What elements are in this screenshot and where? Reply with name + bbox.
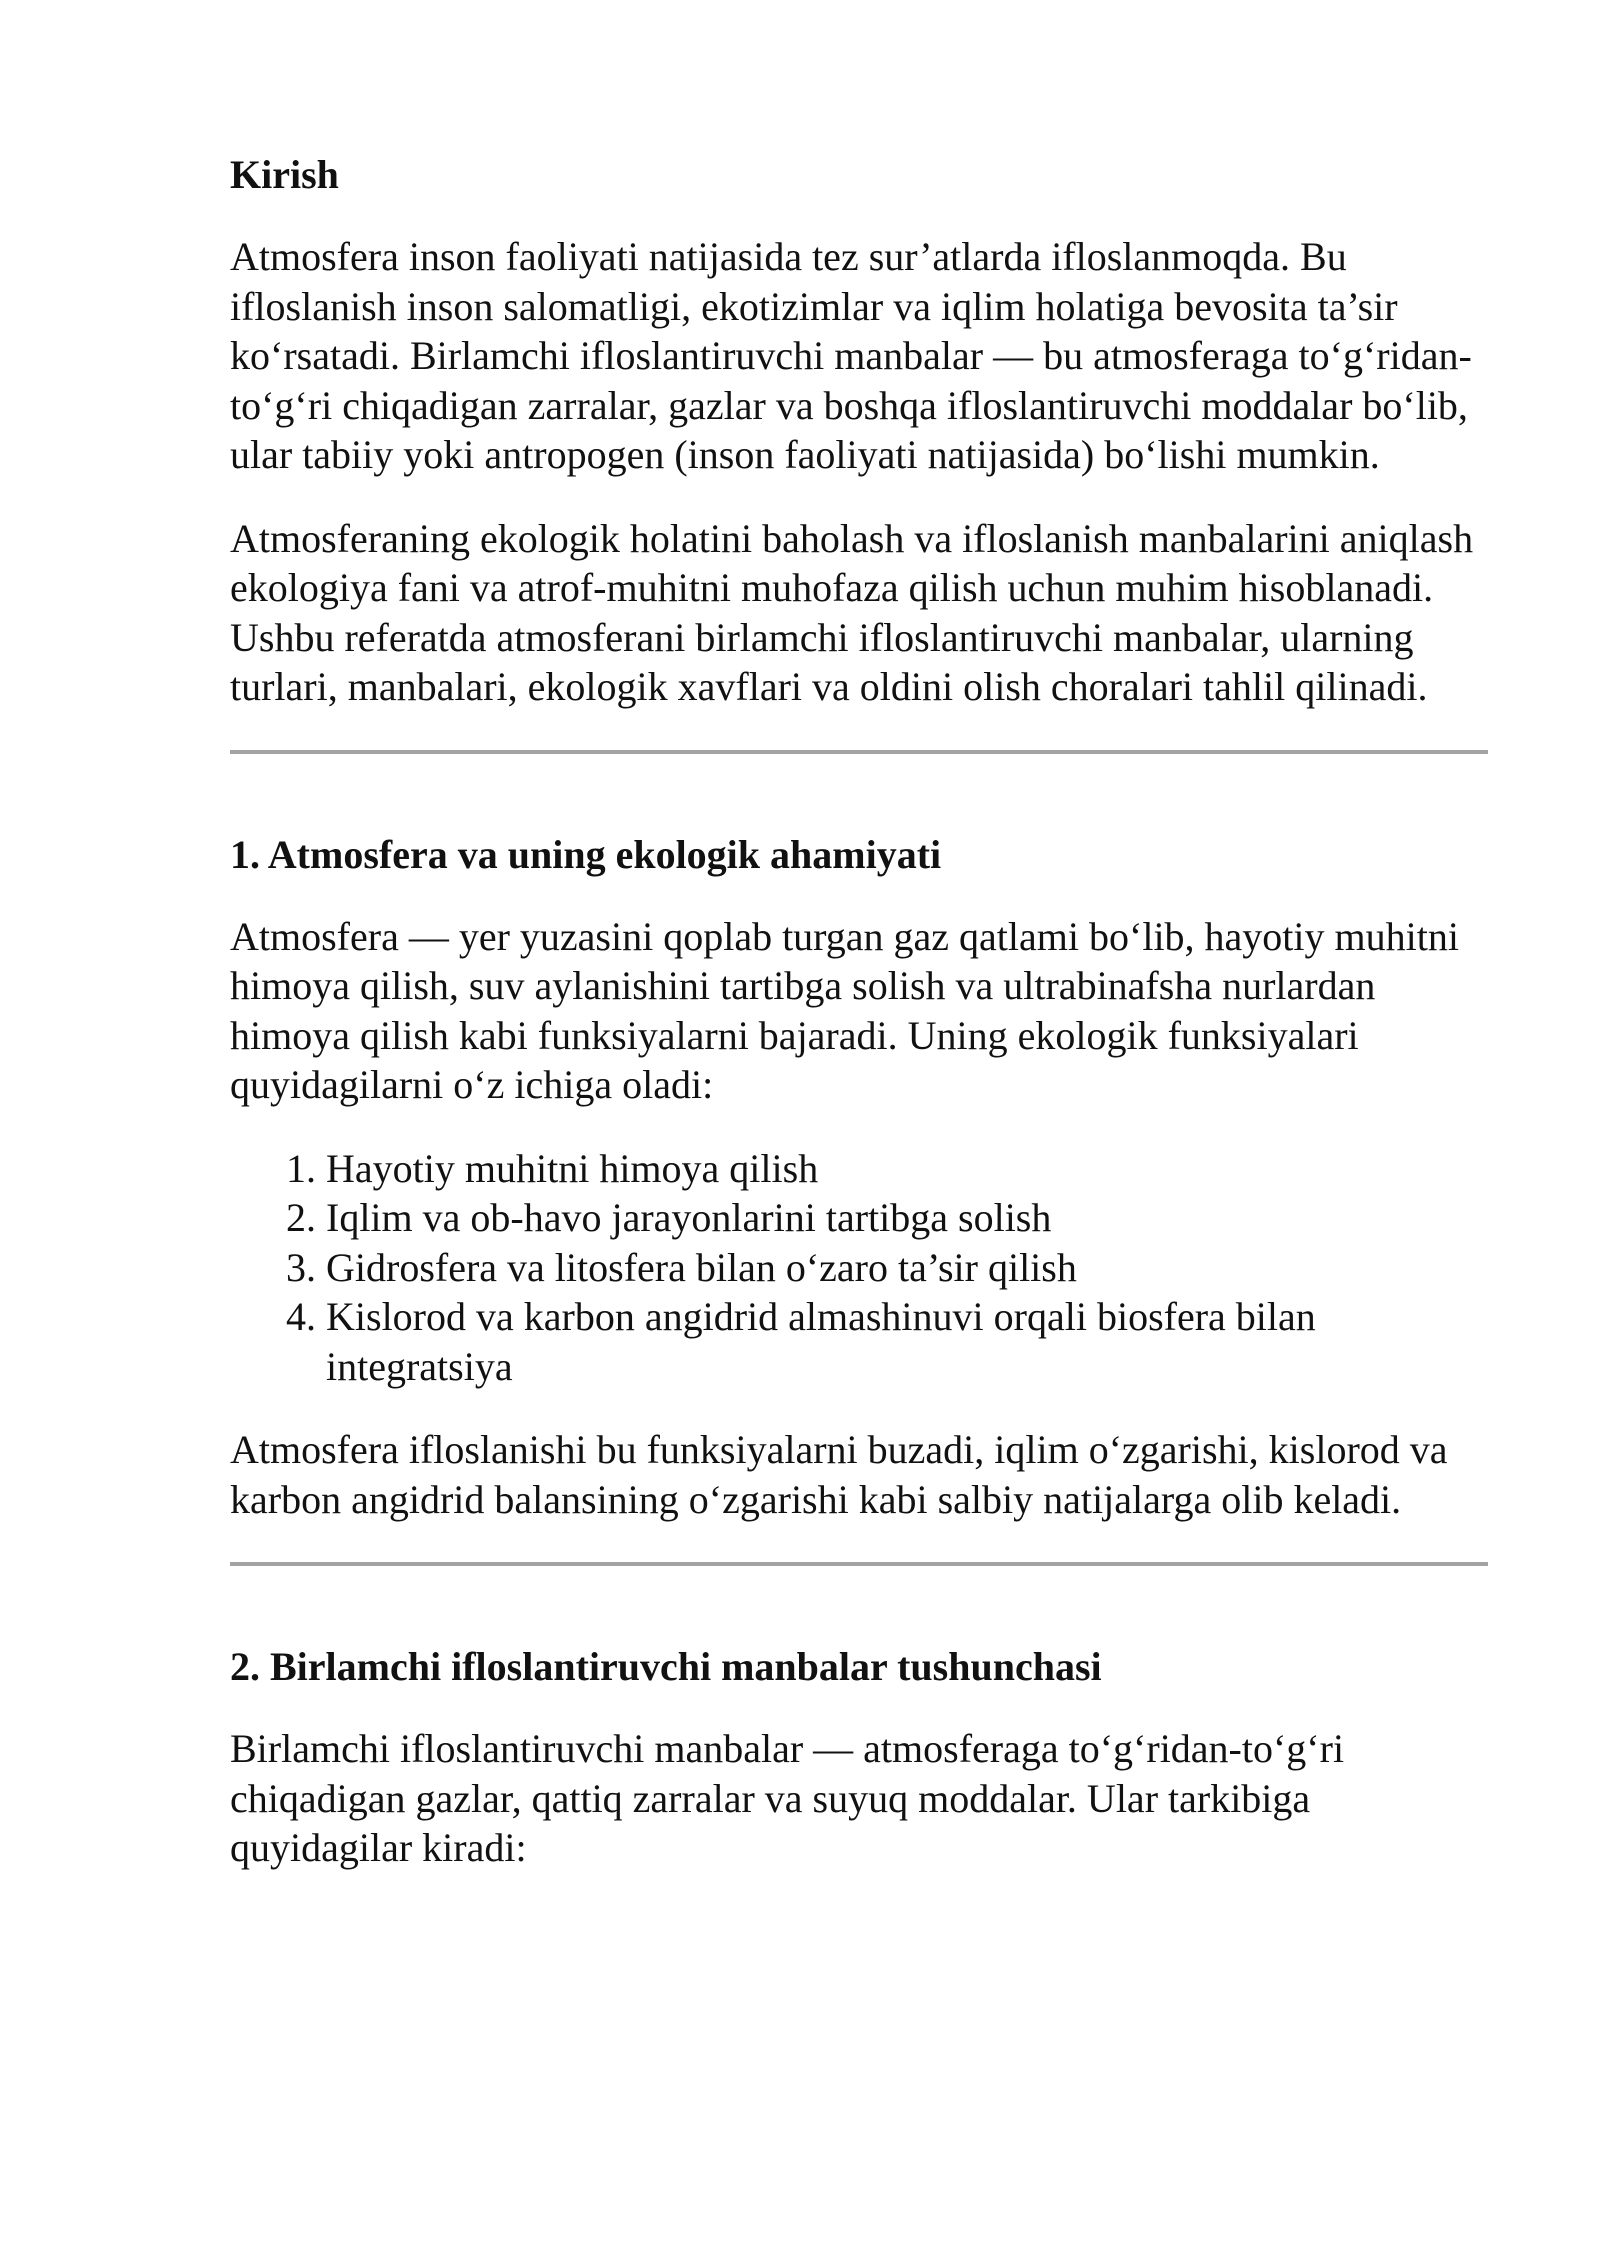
list-item: 1. Hayotiy muhitni himoya qilish	[326, 1144, 1488, 1194]
list-item: 4. Kislorod va karbon angidrid almashinuvi orqali biosfera bilan integratsiya	[326, 1292, 1488, 1391]
intro-paragraph-1: Atmosfera inson faoliyati natijasida tez sur’atlarda ifloslanmoqda. Bu ifloslanish inson salomatligi, ekotizimlar va iqlim holatiga bevosita ta’sir ko‘rsatadi. Birlamchi ifloslantiruvchi manbalar — bu atmosferaga to‘g‘ridan-to‘g‘ri chiqadigan zarralar, gazlar va boshqa ifloslantiruvchi moddalar bo‘lib, ular tabiiy yoki antropogen (inson faoliyati natijasida) bo‘lishi mumkin.	[230, 234, 1472, 477]
functions-list	[230, 1144, 1488, 1392]
list-item: 3. Gidrosfera va litosfera bilan o‘zaro ta’sir qilish	[326, 1243, 1488, 1293]
list-item: 2. Iqlim va ob-havo jarayonlarini tartibga solish	[326, 1193, 1488, 1243]
section-1-paragraph-1: Atmosfera — yer yuzasini qoplab turgan gaz qatlami bo‘lib, hayotiy muhitni himoya qilish, suv aylanishini tartibga solish va ultrabinafsha nurlardan himoya qilish kabi funksiyalarni bajaradi. Uning ekologik funksiyalari quyidagilarni o‘z ichiga oladi:	[230, 913, 1459, 1107]
section-1-heading: 1. Atmosfera va uning ekologik ahamiyati	[230, 831, 942, 877]
section-divider	[230, 1562, 1488, 1566]
intro-paragraph-2: Atmosferaning ekologik holatini baholash va ifloslanish manbalarini aniqlash ekologiya fani va atrof-muhitni muhofaza qilish uchun muhim hisoblanadi. Ushbu referatda atmosferani birlamchi ifloslantiruvchi manbalar, ularning turlari, manbalari, ekologik xavflari va oldini olish choralari tahlil qilinadi.	[230, 515, 1474, 709]
section-1-paragraph-2: Atmosfera ifloslanishi bu funksiyalarni buzadi, iqlim o‘zgarishi, kislorod va karbon angidrid balansining o‘zgarishi kabi salbiy natijalarga olib keladi.	[230, 1427, 1448, 1522]
section-divider	[230, 750, 1488, 754]
section-2-heading: 2. Birlamchi ifloslantiruvchi manbalar tushunchasi	[230, 1644, 1102, 1689]
section-2-paragraph-1: Birlamchi ifloslantiruvchi manbalar — atmosferaga to‘g‘ridan-to‘g‘ri chiqadigan gazlar, qattiq zarralar va suyuq moddalar. Ular tarkibiga quyidagilar kiradi:	[230, 1726, 1345, 1870]
intro-heading: Kirish	[230, 152, 339, 197]
